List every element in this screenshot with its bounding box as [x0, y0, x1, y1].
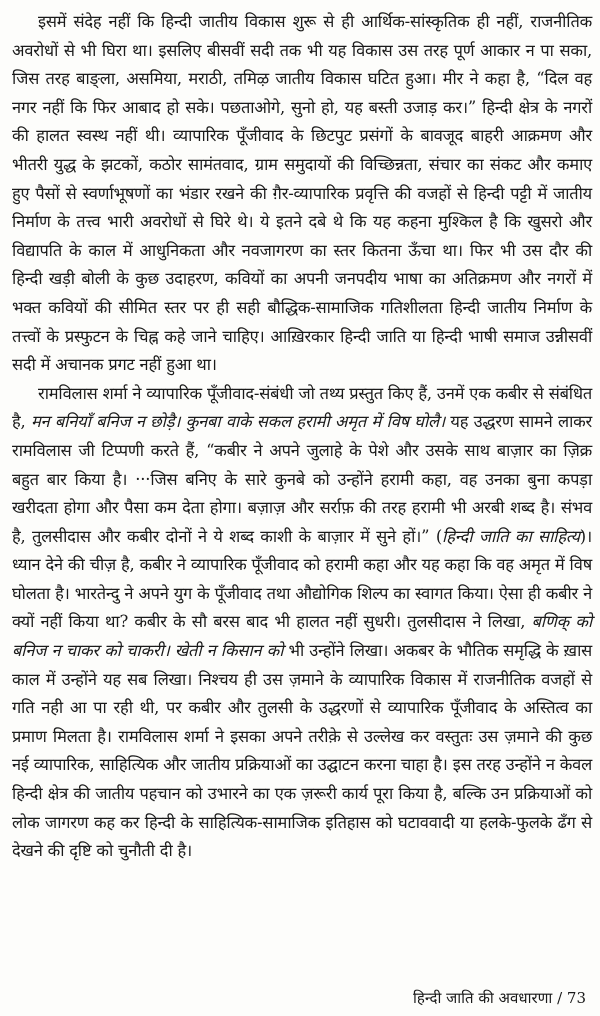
paragraph-2-text-2: यह उद्धरण सामने लाकर रामविलास जी टिप्पणी करते हैं, “कबीर ने अपने जुलाहे के पेशे और उसके साथ बाज़ार का ज़िक्र बहुत बार किया है। ···जिस बनिए के सारे कुनबे को उन्होंने हरामी कहा, वह उनका बुना कपड़ा खरीदता होगा और पैसा कम देता होगा। बज़ाज़ और सर्राफ़ की तरह हरामी भी अरबी शब्द है। संभव है, तुलसीदास और कबीर दोनों ने ये शब्द काशी के बाज़ार में सुने हों।” ( [12, 412, 593, 546]
page-footer: हिन्दी जाति की अवधारणा / 73 [413, 989, 586, 1007]
paragraph-2-text-4: भी उन्होंने लिखा। अकबर के भौतिक समृद्धि के ख़ास काल में उन्होंने यह सब लिखा। निश्चय ही उस ज़माने के व्यापारिक विकास में राजनीतिक वजहों से गति नही आ पा रही थी, पर कबीर और तुलसी के उद्धरणों से व्यापारिक पूँजीवाद के अस्तित्व का प्रमाण मिलता है। रामविलास शर्मा ने इसका अपने तरीक़े से उल्लेख कर वस्तुतः उस ज़माने की कुछ नई व्यापारिक, साहित्यिक और जातीय प्रक्रियाओं का उद्घाटन करना चाहा है। इस तरह उन्होंने न केवल हिन्दी क्षेत्र की जातीय पहचान को उभारने का एक ज़रूरी कार्य पूरा किया है, बल्कि उन प्रक्रियाओं को लोक जागरण कह कर हिन्दी के साहित्यिक-सामाजिक इतिहास को घटाववादी या हलके-फुलके ढँग से देखने की दृष्टि को चुनौती दी है। [12, 641, 592, 861]
book-title-citation: हिन्दी जाति का साहित्य [442, 526, 580, 546]
tulsidas-quote: बणिक् को बनिज न चाकर को चाकरी। खेती न किसान को [12, 612, 592, 661]
kabir-quote: मन बनियाँ बनिज न छोड़ै। कुनबा वाके सकल हरामी अमृत में विष घोलै। [30, 412, 445, 432]
paragraph-2-text-1: रामविलास शर्मा ने व्यापारिक पूँजीवाद-संबंधी जो तथ्य प्रस्तुत किए हैं, उनमें एक कबीर से संबंधित है, [12, 383, 592, 432]
paragraph-2-text-3: )। ध्यान देने की चीज़ है, कबीर ने व्यापारिक पूँजीवाद को हरामी कहा और यह कहा कि वह अमृत में विष घोलता है। भारतेन्दु ने अपने युग के पूँजीवाद तथा औद्योगिक शिल्प का स्वागत किया। ऐसा ही कबीर ने क्यों नहीं किया था? कबीर के सौ बरस बाद भी हालत नहीं सुधरी। तुलसीदास ने लिखा, [12, 526, 592, 632]
paragraph-2 [12, 380, 592, 866]
paragraph-1: इसमें संदेह नहीं कि हिन्दी जातीय विकास शुरू से ही आर्थिक-सांस्कृतिक ही नहीं, राजनीतिक अवरोधों से भी घिरा था। इसलिए बीसवीं सदी तक भी यह विकास उस तरह पूर्ण आकार न पा सका, जिस तरह बाङ्ला, असमिया, मराठी, तमिऴ जातीय विकास घटित हुआ। मीर ने कहा है, “दिल वह नगर नहीं कि फिर आबाद हो सके। पछताओगे, सुनो हो, यह बस्ती उजाड़ कर।” हिन्दी क्षेत्र के नगरों की हालत स्वस्थ नहीं थी। व्यापारिक पूँजीवाद के छिटपुट प्रसंगों के बावजूद बाहरी आक्रमण और भीतरी युद्ध के झटकों, कठोर सामंतवाद, ग्राम समुदायों की विच्छिन्नता, संचार का संकट और कमाए हुए पैसों से स्वर्णाभूषणों का भंडार रखने की ग़ैर-व्यापारिक प्रवृत्ति की वजहों से हिन्दी पट्टी में जातीय निर्माण के तत्त्व भारी अवरोधों से घिरे थे। ये इतने दबे थे कि यह कहना मुश्किल है कि खुसरो और विद्यापति के काल में आधुनिकता और नवजागरण का स्तर कितना ऊँचा था। फिर भी उस दौर की हिन्दी खड़ी बोली के कुछ उदाहरण, कवियों का अपनी जनपदीय भाषा का अतिक्रमण और नगरों में भक्त कवियों की सीमित स्तर पर ही सही बौद्धिक-सामाजिक गतिशीलता हिन्दी जातीय निर्माण के तत्त्वों के प्रस्फुटन के चिह्न कहे जाने चाहिए। आख़िरकार हिन्दी जाति या हिन्दी भाषी समाज उन्नीसवीं सदी में अचानक प्रगट नहीं हुआ था। [12, 12, 592, 375]
